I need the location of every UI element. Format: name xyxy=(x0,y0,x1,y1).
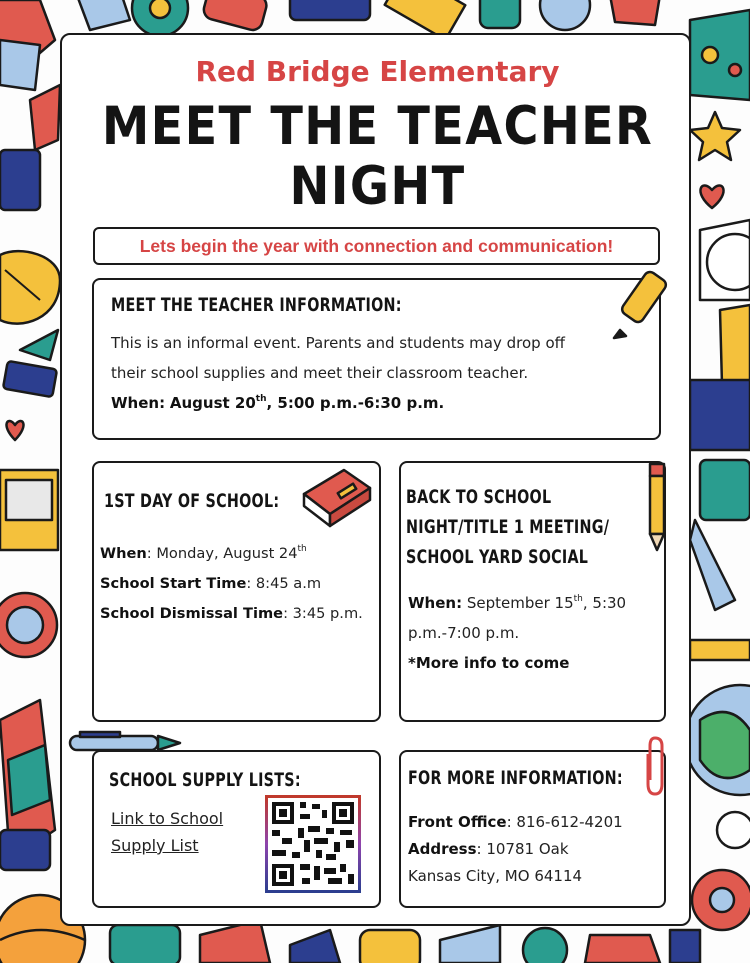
supply-link-line-1[interactable]: Link to School xyxy=(111,809,224,828)
bts-heading-line-1: BACK TO SCHOOL xyxy=(406,487,552,508)
page-title xyxy=(94,97,662,217)
info-when-value: August 20 xyxy=(169,394,256,412)
marker-icon xyxy=(610,262,690,342)
supply-heading: SCHOOL SUPPLY LISTS: xyxy=(109,770,301,791)
bts-when-label: When: xyxy=(408,594,463,612)
bts-when-tail: , 5:30 xyxy=(582,594,627,612)
back-to-school-body xyxy=(408,588,626,678)
first-day-start xyxy=(100,569,363,599)
info-when xyxy=(111,388,565,418)
first-day-when-label: When xyxy=(100,545,147,562)
info-when-tail: , 5:00 p.m.-6:30 p.m. xyxy=(266,394,445,412)
first-day-dismiss xyxy=(100,599,363,629)
school-name: Red Bridge Elementary xyxy=(195,55,560,88)
contact-heading: FOR MORE INFORMATION: xyxy=(408,768,623,789)
flyer-panel xyxy=(60,33,691,926)
title-line-2: NIGHT xyxy=(289,156,466,217)
pen-icon xyxy=(66,728,184,756)
first-day-when xyxy=(100,539,363,569)
first-day-body xyxy=(100,539,363,629)
front-office xyxy=(408,809,623,836)
info-body xyxy=(111,328,565,418)
title-line-1: MEET THE TEACHER xyxy=(101,96,654,157)
info-when-sup: th xyxy=(255,394,267,404)
paperclip-icon xyxy=(640,734,668,798)
info-line-2: their school supplies and meet their classroom teacher. xyxy=(111,364,529,382)
bts-when xyxy=(408,588,626,618)
supply-link-line-2[interactable]: Supply List xyxy=(111,836,199,855)
bts-more-info: *More info to come xyxy=(408,654,570,672)
contact-body xyxy=(408,809,623,890)
front-office-phone: : 816-612-4201 xyxy=(506,813,623,831)
info-heading: MEET THE TEACHER INFORMATION: xyxy=(111,295,402,316)
dismissal-time-label: School Dismissal Time xyxy=(100,605,284,622)
bts-heading-line-3: SCHOOL YARD SOCIAL xyxy=(406,547,589,568)
start-time-value: : 8:45 a.m xyxy=(246,575,322,592)
bts-when-sup: th xyxy=(573,594,583,604)
info-card xyxy=(92,278,661,440)
book-icon xyxy=(298,466,374,530)
qr-code-pattern xyxy=(268,798,358,890)
supply-card xyxy=(92,750,381,908)
first-day-when-value: : Monday, August 24 xyxy=(146,545,298,562)
address-label: Address xyxy=(408,840,477,858)
qr-code-icon[interactable] xyxy=(265,795,361,893)
bts-heading-line-2: NIGHT/TITLE 1 MEETING/ xyxy=(406,517,610,538)
tagline-text: Lets begin the year with connection and communication! xyxy=(139,235,614,256)
back-to-school-heading xyxy=(406,483,642,573)
pencil-icon xyxy=(644,460,672,554)
start-time-label: School Start Time xyxy=(100,575,247,592)
dismissal-time-value: : 3:45 p.m. xyxy=(283,605,363,622)
address-street: : 10781 Oak xyxy=(476,840,569,858)
supply-list-link[interactable] xyxy=(111,805,223,859)
address xyxy=(408,836,623,863)
first-day-heading: 1ST DAY OF SCHOOL: xyxy=(104,491,280,512)
back-to-school-card xyxy=(399,461,666,722)
bts-when-value: September 15 xyxy=(462,594,574,612)
info-line-1: This is an informal event. Parents and students may drop off xyxy=(111,334,565,352)
tagline-banner xyxy=(93,227,660,265)
contact-card xyxy=(399,750,666,908)
bts-when-line-2: p.m.-7:00 p.m. xyxy=(408,624,520,642)
address-city: Kansas City, MO 64114 xyxy=(408,867,583,885)
info-when-label: When: xyxy=(111,394,166,412)
first-day-when-sup: th xyxy=(297,544,307,554)
front-office-label: Front Office xyxy=(408,813,507,831)
